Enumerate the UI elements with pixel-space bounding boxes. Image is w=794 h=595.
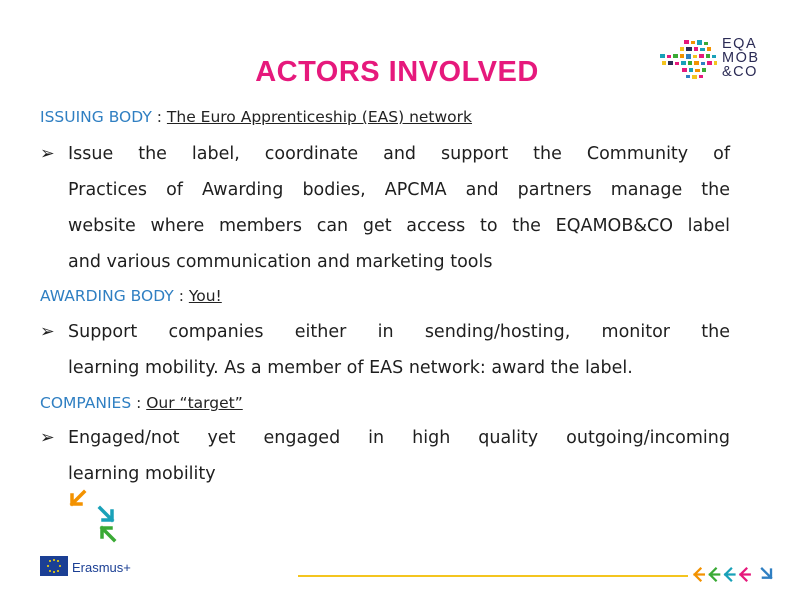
footer-divider [298,575,688,577]
eu-flag-icon [40,556,68,576]
section-heading-companies: COMPANIES : Our “target” [40,394,243,412]
section-heading-awarding-body: AWARDING BODY : You! [40,287,222,305]
bullet-issuing-body: ➢ Issue the label, coordinate and support the Community of Practices of Awarding bodies, APCMA and partners manage the website where members can get access to the EQAMOB&CO label and various communication and marketing tools [40,136,730,280]
erasmus-logo-text: Erasmus+ [72,560,131,575]
footer-arrows-icon [692,566,784,584]
section-heading-issuing-body: ISSUING BODY : The Euro Apprenticeship (EAS) network [40,108,473,126]
bullet-awarding-body: ➢ Support companies either in sending/hosting, monitor the learning mobility. As a member of EAS network: award the label. [40,314,730,386]
arrow-bullet-icon: ➢ [40,144,55,164]
eqamob-logo-text: EQA MOB &CO [722,36,760,80]
decorative-arrows-icon [66,488,122,546]
arrow-bullet-icon: ➢ [40,428,55,448]
arrow-bullet-icon: ➢ [40,322,55,342]
bullet-companies: ➢ Engaged/not yet engaged in high quality outgoing/incoming learning mobility [40,420,730,492]
page-title: ACTORS INVOLVED [255,56,539,88]
